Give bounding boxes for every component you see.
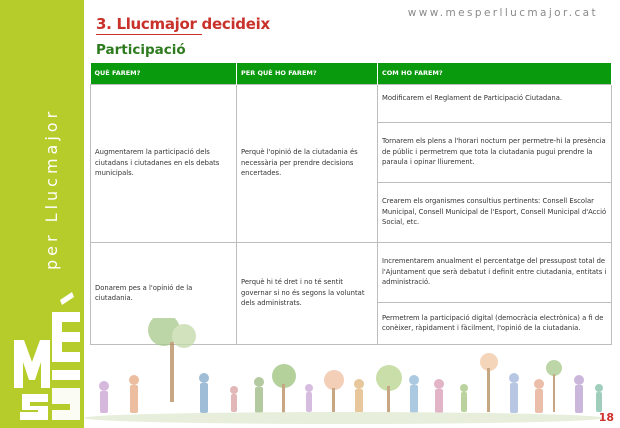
row1-how-1: Modificarem el Reglament de Participació Ciutadana.: [378, 84, 612, 122]
section-title-underline: [96, 34, 202, 35]
header-how: COM HO FAREM?: [378, 63, 612, 84]
table-row: [91, 84, 612, 122]
row2-what: Donarem pes a l'opinió de la ciutadania.: [91, 242, 237, 344]
table-header-row: [91, 63, 612, 84]
brand-vertical-text: [42, 108, 61, 270]
community-illustration: [84, 318, 620, 428]
subsection-title: Participació: [96, 42, 186, 58]
row1-why: Perquè l'opinió de la ciutadania és necessària per prendre decisions encertades.: [237, 84, 378, 242]
brand-place-text: Llucmajor: [42, 107, 61, 223]
mes-logo: [8, 270, 84, 420]
header-why: PER QUÈ HO FAREM?: [237, 63, 378, 84]
row2-how-1: Incrementarem anualment el percentatge del pressupost total de l'Ajuntament que serà debatut i definit entre ciutadania, entitats i administració.: [378, 242, 612, 302]
site-url: www.mesperllucmajor.cat: [407, 7, 598, 19]
row1-how-2: Tornarem els plens a l'horari nocturn per permetre-hi la presència de públic i permetrem que tota la ciutadania pugui prendre la paraula i opinar lliurement.: [378, 122, 612, 182]
page-number: 18: [598, 411, 614, 424]
header-what: QUÈ FAREM?: [91, 63, 237, 84]
section-title: 3. Llucmajor decideix: [96, 15, 270, 33]
row2-why: Perquè hi té dret i no té sentit governar si no és segons la voluntat dels administrats.: [237, 242, 378, 344]
row1-how-3: Crearem els organismes consultius pertinents: Consell Escolar Municipal, Consell Municipal de l'Esport, Consell Municipal d'Acció Social, etc.: [378, 182, 612, 242]
brand-per-text: per: [42, 231, 61, 270]
table-row: [91, 242, 612, 302]
row1-what: Augmentarem la participació dels ciutadans i ciutadanes en els debats municipals.: [91, 84, 237, 242]
plan-table: [90, 63, 612, 345]
row2-how-2: Permetrem la participació digital (democràcia electrònica) a fi de conèixer, ràpidament i fàcilment, l'opinió de la ciutadania.: [378, 302, 612, 344]
